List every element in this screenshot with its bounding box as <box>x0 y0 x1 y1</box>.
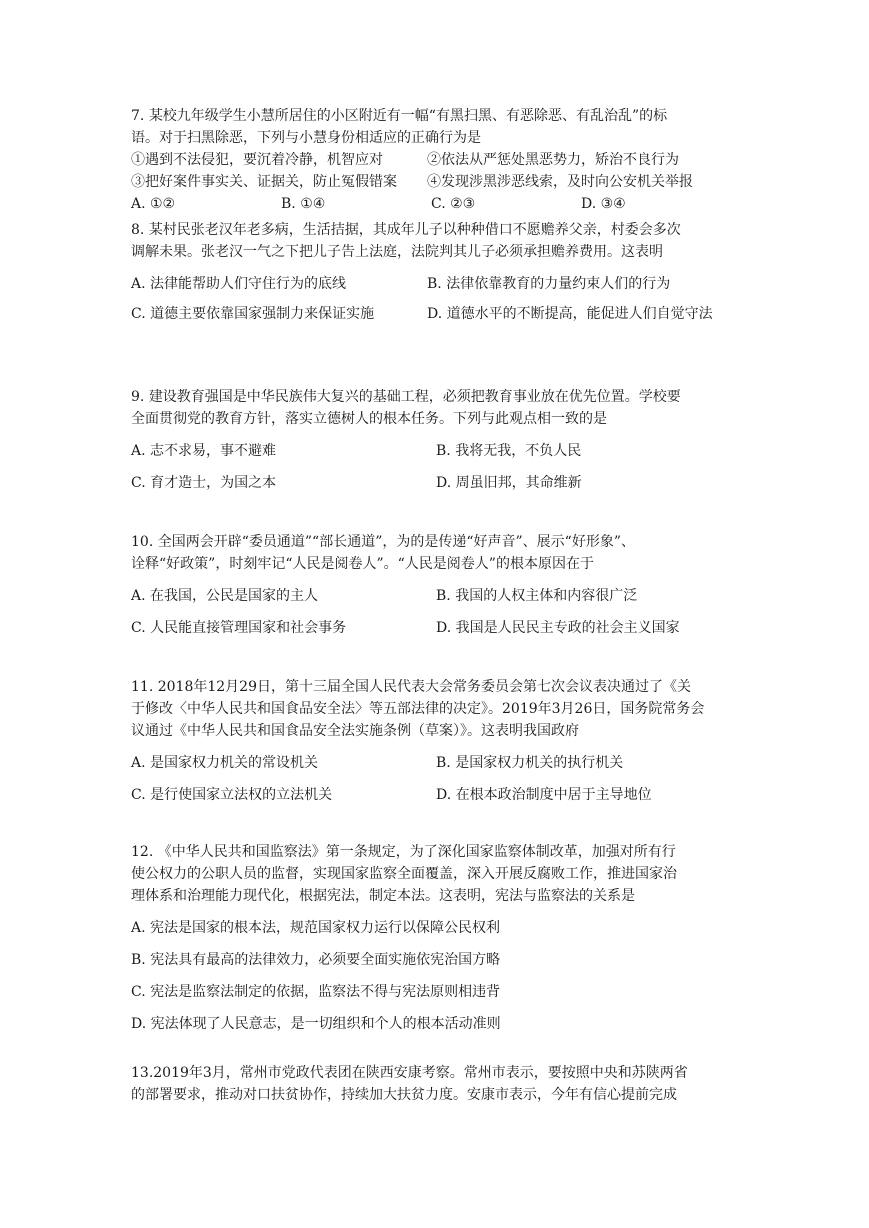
statement-2: ②依法从严惩处黑恶势力，矫治不良行为 <box>427 152 679 168</box>
option-c[interactable]: C. 人民能直接管理国家和社会事务 <box>131 620 347 636</box>
option-c[interactable]: C. 育才造士，为国之本 <box>131 475 277 491</box>
question-number: 8. <box>131 222 145 238</box>
options-row <box>131 273 741 295</box>
option-a[interactable]: A. 志不求易，事不避难 <box>131 443 277 459</box>
stem-line: 的部署要求，推动对口扶贫协作，持续加大扶贫力度。安康市表示，今年有信心提前完成 <box>131 1087 677 1103</box>
question-number: 13. <box>131 1065 154 1081</box>
stem-line: 全国两会开辟“委员通道”“部长通道”，为的是传递“好声音”、展示“好形象”、 <box>157 534 635 550</box>
statement-4: ④发现涉黑涉恶线索，及时向公安机关举报 <box>427 174 693 190</box>
question-stem <box>131 531 741 575</box>
statement-row <box>131 171 741 193</box>
question-stem <box>131 676 741 742</box>
question-9 <box>131 386 741 494</box>
stem-line: 建设教育强国是中华民族伟大复兴的基础工程，必须把教育事业放在优先位置。学校要 <box>148 389 681 405</box>
stem-line: 议通过《中华人民共和国食品安全法实施条例（草案）》。这表明我国政府 <box>131 723 579 739</box>
statement-1: ①遇到不法侵犯，要沉着冷静，机智应对 <box>131 152 383 168</box>
option-c[interactable]: C. 道德主要依靠国家强制力来保证实施 <box>131 306 375 322</box>
question-number: 11. <box>131 679 154 695</box>
question-stem <box>131 219 741 263</box>
stem-line: 理体系和治理能力现代化，根据宪法，制定本法。这表明，宪法与监察法的关系是 <box>131 888 635 904</box>
option-b[interactable]: B. ①④ <box>281 196 326 212</box>
option-b[interactable]: B. 我将无我，不负人民 <box>436 443 582 459</box>
question-12 <box>131 841 741 1035</box>
question-10 <box>131 531 741 639</box>
options-row <box>131 193 741 215</box>
stem-line: 某村民张老汉年老多病，生活拮据，其成年儿子以种种借口不愿赡养父亲，村委会多次 <box>148 222 681 238</box>
question-7 <box>131 105 741 215</box>
stem-line: 诠释“好政策”，时刻牢记“人民是阅卷人”。“人民是阅卷人”的根本原因在于 <box>131 556 594 572</box>
question-11 <box>131 676 741 806</box>
question-stem <box>131 386 741 430</box>
option-a[interactable]: A. ①② <box>131 196 176 212</box>
option-d[interactable]: D. 道德水平的不断提高，能促进人们自觉守法 <box>427 306 713 322</box>
option-d[interactable]: D. 周虽旧邦，其命维新 <box>436 475 582 491</box>
options-row <box>131 440 741 462</box>
options-row <box>131 585 741 607</box>
options-row <box>131 784 741 806</box>
option-d[interactable]: D. 宪法体现了人民意志，是一切组织和个人的根本活动准则 <box>131 1016 501 1032</box>
stem-line: 《中华人民共和国监察法》第一条规定，为了深化国家监察体制改革，加强对所有行 <box>157 844 676 860</box>
option-b[interactable]: B. 宪法具有最高的法律效力，必须要全面实施依宪治国方略 <box>131 952 501 968</box>
statement-3: ③把好案件事实关、证据关，防止冤假错案 <box>131 174 397 190</box>
option-b[interactable]: B. 我国的人权主体和内容很广泛 <box>436 588 638 604</box>
stem-line: 2018年12月29日，第十三届全国人民代表大会常务委员会第七次会议表决通过了《关 <box>157 679 691 695</box>
stem-line: 调解未果。张老汉一气之下把儿子告上法庭，法院判其儿子必须承担赡养费用。这表明 <box>131 244 663 260</box>
question-number: 7. <box>131 108 145 124</box>
options-row <box>131 617 741 639</box>
question-stem <box>131 105 741 149</box>
option-b[interactable]: B. 是国家权力机关的执行机关 <box>436 755 624 771</box>
question-8 <box>131 219 741 325</box>
stem-line: 2019年3月，常州市党政代表团在陕西安康考察。常州市表示，要按照中央和苏陕两省 <box>153 1065 688 1081</box>
question-stem <box>131 1062 741 1106</box>
stem-line: 某校九年级学生小慧所居住的小区附近有一幅“有黑扫黑、有恶除恶、有乱治乱”的标 <box>148 108 668 124</box>
options-row <box>131 472 741 494</box>
option-d[interactable]: D. 我国是人民民主专政的社会主义国家 <box>436 620 680 636</box>
stem-line: 全面贯彻党的教育方针，落实立德树人的根本任务。下列与此观点相一致的是 <box>131 411 607 427</box>
option-a[interactable]: A. 法律能帮助人们守住行为的底线 <box>131 276 347 292</box>
option-d[interactable]: D. 在根本政治制度中居于主导地位 <box>436 787 652 803</box>
option-c[interactable]: C. 是行使国家立法权的立法机关 <box>131 787 333 803</box>
stem-line: 于修改〈中华人民共和国食品安全法〉等五部法律的决定》。2019年3月26日，国务院常务会 <box>131 701 705 717</box>
option-d[interactable]: D. ③④ <box>581 196 626 212</box>
option-b[interactable]: B. 法律依靠教育的力量约束人们的行为 <box>427 276 671 292</box>
statement-row <box>131 149 741 171</box>
question-13 <box>131 1062 741 1106</box>
question-number: 12. <box>131 844 154 860</box>
option-c[interactable]: C. 宪法是监察法制定的依据，监察法不得与宪法原则相违背 <box>131 984 501 1000</box>
stem-line: 使公权力的公职人员的监督，实现国家监察全面覆盖，深入开展反腐败工作，推进国家治 <box>131 866 677 882</box>
question-stem <box>131 841 741 907</box>
options-row <box>131 303 741 325</box>
option-c[interactable]: C. ②③ <box>431 196 476 212</box>
question-number: 10. <box>131 534 154 550</box>
option-a[interactable]: A. 在我国，公民是国家的主人 <box>131 588 319 604</box>
options-row <box>131 752 741 774</box>
option-a[interactable]: A. 宪法是国家的根本法，规范国家权力运行以保障公民权利 <box>131 920 501 936</box>
option-a[interactable]: A. 是国家权力机关的常设机关 <box>131 755 319 771</box>
stem-line: 语。对于扫黑除恶，下列与小慧身份相适应的正确行为是 <box>131 130 481 146</box>
question-number: 9. <box>131 389 145 405</box>
